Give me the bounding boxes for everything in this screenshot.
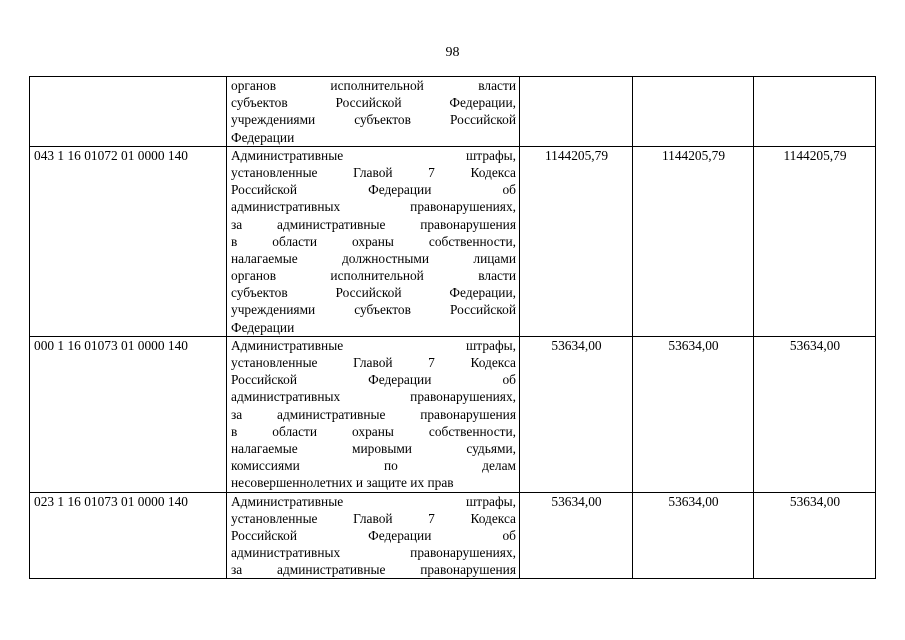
revenue-name-line: административных правонарушениях,: [231, 199, 516, 215]
amount-year3-cell: [754, 77, 876, 147]
revenue-name-line: органов исполнительной власти: [231, 78, 516, 93]
revenue-name-line: органов исполнительной власти: [231, 268, 516, 284]
amount-year2-cell: 53634,00: [633, 336, 754, 492]
budget-code-cell: 000 1 16 01073 01 0000 140: [30, 336, 227, 492]
revenue-name-line: учреждениями субъектов Российской: [231, 112, 516, 128]
amount-year2-cell: 1144205,79: [633, 146, 754, 336]
amount-year1-cell: 1144205,79: [520, 146, 633, 336]
revenue-name-line: Федерации: [231, 319, 295, 335]
revenue-name-line: Административные штрафы,: [231, 147, 516, 163]
revenue-name-line: Российской Федерации об: [231, 372, 516, 388]
revenue-name-line: комиссиями по делам: [231, 458, 516, 474]
revenue-name-line: установленные Главой 7 Кодекса: [231, 164, 516, 180]
amount-year3-cell: 1144205,79: [754, 146, 876, 336]
revenue-name-line: установленные Главой 7 Кодекса: [231, 510, 516, 526]
amount-year1-cell: [520, 77, 633, 147]
amount-year2-cell: 53634,00: [633, 492, 754, 579]
revenue-name-cell: [227, 146, 520, 336]
revenue-name-line: налагаемые должностными лицами: [231, 250, 516, 266]
revenue-name-line: субъектов Российской Федерации,: [231, 95, 516, 111]
table-row: [30, 492, 876, 579]
amount-year2-cell: [633, 77, 754, 147]
budget-code-cell: 023 1 16 01073 01 0000 140: [30, 492, 227, 579]
budget-table-body: [30, 77, 876, 579]
revenue-name-line: Российской Федерации об: [231, 527, 516, 543]
revenue-name-line: административных правонарушениях,: [231, 545, 516, 561]
budget-table: [29, 76, 876, 579]
revenue-name-line: установленные Главой 7 Кодекса: [231, 355, 516, 370]
revenue-name-cell: [227, 77, 520, 147]
revenue-name-line: учреждениями субъектов Российской: [231, 302, 516, 318]
revenue-name-line: Российской Федерации об: [231, 182, 516, 198]
table-row: [30, 336, 876, 492]
revenue-name-line: Административные штрафы,: [231, 337, 516, 353]
revenue-name-line: субъектов Российской Федерации,: [231, 285, 516, 301]
revenue-name-line: налагаемые мировыми судьями,: [231, 440, 516, 456]
revenue-name-line: за административные правонарушения: [231, 406, 516, 422]
revenue-name-cell: [227, 336, 520, 492]
amount-year3-cell: 53634,00: [754, 492, 876, 579]
revenue-name-line: административных правонарушениях,: [231, 389, 516, 405]
revenue-name-line: Административные штрафы,: [231, 493, 516, 509]
page-number: 98: [445, 45, 460, 60]
revenue-name-line: за административные правонарушения: [231, 562, 516, 578]
budget-code-cell: [30, 77, 227, 147]
revenue-name-line: в области охраны собственности,: [231, 423, 516, 439]
revenue-name-cell: [227, 492, 520, 579]
revenue-name-line: несовершеннолетних и защите их прав: [231, 475, 454, 491]
revenue-name-line: за административные правонарушения: [231, 216, 516, 232]
revenue-name-line: в области охраны собственности,: [231, 233, 516, 249]
table-row: [30, 146, 876, 336]
amount-year3-cell: 53634,00: [754, 336, 876, 492]
table-row: [30, 77, 876, 147]
budget-code-cell: 043 1 16 01072 01 0000 140: [30, 146, 227, 336]
revenue-name-line: Федерации: [231, 129, 295, 145]
amount-year1-cell: 53634,00: [520, 336, 633, 492]
amount-year1-cell: 53634,00: [520, 492, 633, 579]
